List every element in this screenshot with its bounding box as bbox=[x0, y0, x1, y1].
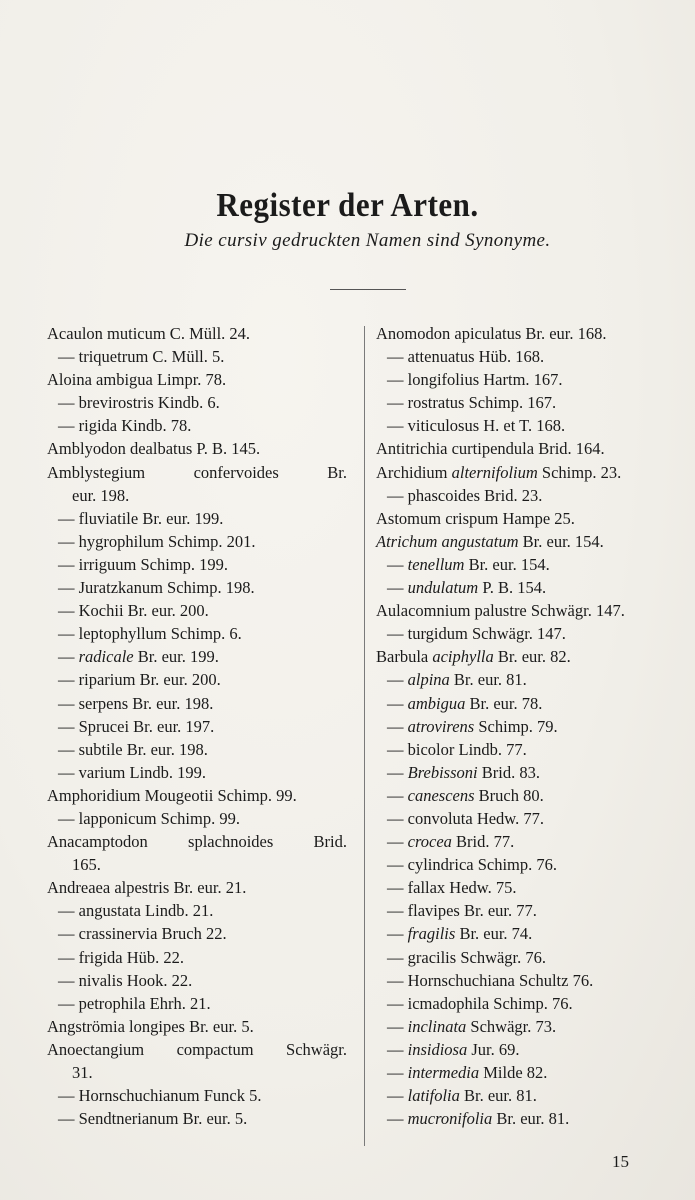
species-entry: — flavipes Br. eur. 77. bbox=[387, 901, 537, 921]
species-entry: — phascoides Brid. 23. bbox=[387, 485, 543, 505]
species-entry: — subtile Br. eur. 198. bbox=[58, 739, 208, 759]
species-entry: — insidiosa Jur. 69. bbox=[387, 1039, 520, 1059]
species-entry: — alpina Br. eur. 81. bbox=[387, 670, 527, 690]
synonym-name: inclinata bbox=[407, 1016, 467, 1036]
entry-continuation: eur. 198. bbox=[72, 485, 130, 505]
column-divider bbox=[364, 326, 365, 1146]
genus-entry: Aulacomnium palustre Schwägr. 147. bbox=[376, 601, 625, 621]
genus-entry: Amblyodon dealbatus P. B. 145. bbox=[47, 439, 261, 459]
synonym-name: mucronifolia bbox=[407, 1109, 493, 1129]
genus-entry: Anacamptodon splachnoides Brid. bbox=[47, 832, 347, 852]
species-entry: — rostratus Schimp. 167. bbox=[387, 393, 557, 413]
species-entry: — rigida Kindb. 78. bbox=[58, 416, 192, 436]
synonym-name: alpina bbox=[407, 670, 450, 690]
species-entry: — tenellum Br. eur. 154. bbox=[387, 554, 550, 574]
synonym-name: latifolia bbox=[407, 1086, 460, 1106]
species-entry: — cylindrica Schimp. 76. bbox=[387, 855, 558, 875]
species-entry: — inclinata Schwägr. 73. bbox=[387, 1016, 557, 1036]
synonym-name: ambigua bbox=[407, 693, 466, 713]
genus-entry: Angströmia longipes Br. eur. 5. bbox=[47, 1016, 254, 1036]
species-entry: — Hornschuchiana Schultz 76. bbox=[387, 970, 594, 990]
genus-entry: Antitrichia curtipendula Brid. 164. bbox=[376, 439, 605, 459]
synonym-name: Brebissoni bbox=[407, 762, 478, 782]
species-entry: — Brebissoni Brid. 83. bbox=[387, 762, 540, 782]
species-entry: — convoluta Hedw. 77. bbox=[387, 808, 545, 828]
genus-entry: Acaulon muticum C. Müll. 24. bbox=[47, 324, 251, 343]
synonym-name: fragilis bbox=[407, 924, 456, 944]
synonym-name: Atrichum angustatum bbox=[376, 531, 519, 551]
species-entry: — triquetrum C. Müll. 5. bbox=[58, 347, 225, 367]
species-entry: — Juratzkanum Schimp. 198. bbox=[58, 578, 255, 598]
species-entry: — icmadophila Schimp. 76. bbox=[387, 993, 573, 1013]
species-entry: — nivalis Hook. 22. bbox=[58, 970, 193, 990]
genus-entry: Astomum crispum Hampe 25. bbox=[376, 508, 575, 528]
species-entry: — hygrophilum Schimp. 201. bbox=[58, 531, 256, 551]
species-entry: — turgidum Schwägr. 147. bbox=[387, 624, 566, 644]
species-entry: — longifolius Hartm. 167. bbox=[387, 370, 563, 390]
species-entry: — intermedia Milde 82. bbox=[387, 1063, 548, 1082]
species-entry: — ambigua Br. eur. 78. bbox=[387, 693, 543, 713]
genus-entry: Andreaea alpestris Br. eur. 21. bbox=[47, 878, 247, 898]
species-entry: — fallax Hedw. 75. bbox=[387, 878, 517, 898]
species-entry: — varium Lindb. 199. bbox=[58, 762, 207, 782]
synonym-name: alternifolium bbox=[451, 462, 538, 482]
species-entry: — viticulosus H. et T. 168. bbox=[387, 416, 566, 436]
synonym-name: insidiosa bbox=[407, 1039, 468, 1059]
genus-entry: Amphoridium Mougeotii Schimp. 99. bbox=[47, 785, 297, 805]
species-entry: — canescens Bruch 80. bbox=[387, 785, 544, 805]
genus-entry: Anomodon apiculatus Br. eur. 168. bbox=[376, 324, 607, 343]
species-entry: — Kochii Br. eur. 200. bbox=[58, 601, 209, 621]
species-entry: — brevirostris Kindb. 6. bbox=[58, 393, 220, 413]
species-entry: — serpens Br. eur. 198. bbox=[58, 693, 214, 713]
genus-entry: Anoectangium compactum Schwägr. bbox=[47, 1039, 347, 1059]
species-entry: — crocea Brid. 77. bbox=[387, 832, 515, 852]
species-entry: — frigida Hüb. 22. bbox=[58, 947, 185, 967]
species-entry: — attenuatus Hüb. 168. bbox=[387, 347, 545, 367]
species-entry: — lapponicum Schimp. 99. bbox=[58, 808, 240, 828]
species-entry: — fragilis Br. eur. 74. bbox=[387, 924, 533, 944]
synonym-name: intermedia bbox=[407, 1063, 480, 1082]
species-entry: — leptophyllum Schimp. 6. bbox=[58, 624, 242, 644]
species-entry: — crassinervia Bruch 22. bbox=[58, 924, 227, 944]
genus-entry: Amblystegium confervoides Br. bbox=[47, 462, 347, 482]
synonym-name: aciphylla bbox=[432, 647, 494, 667]
page-number: 15 bbox=[612, 1152, 629, 1171]
synonym-name: tenellum bbox=[407, 554, 465, 574]
species-entry: — petrophila Ehrh. 21. bbox=[58, 993, 211, 1013]
species-entry: — Sendtnerianum Br. eur. 5. bbox=[58, 1109, 248, 1129]
species-entry: — undulatum P. B. 154. bbox=[387, 578, 547, 598]
entry-continuation: 165. bbox=[72, 855, 101, 875]
species-entry: — irriguum Schimp. 199. bbox=[58, 554, 229, 574]
species-entry: — Sprucei Br. eur. 197. bbox=[58, 716, 215, 736]
synonym-name: atrovirens bbox=[407, 716, 475, 736]
species-entry: — fluviatile Br. eur. 199. bbox=[58, 508, 224, 528]
species-entry: — bicolor Lindb. 77. bbox=[387, 739, 527, 759]
species-entry: — latifolia Br. eur. 81. bbox=[387, 1086, 537, 1106]
right-column bbox=[376, 322, 678, 1130]
page-title: Register der Arten. bbox=[216, 185, 479, 224]
genus-entry: Archidium alternifolium Schimp. 23. bbox=[376, 462, 622, 482]
left-column bbox=[47, 322, 347, 1130]
title-rule bbox=[330, 289, 406, 290]
species-entry: — riparium Br. eur. 200. bbox=[58, 670, 221, 690]
species-entry: — atrovirens Schimp. 79. bbox=[387, 716, 558, 736]
page-subtitle: Die cursiv gedruckten Namen sind Synonyme. bbox=[184, 230, 551, 251]
synonym-name: canescens bbox=[407, 785, 475, 805]
genus-entry: Atrichum angustatum Br. eur. 154. bbox=[376, 531, 604, 551]
species-entry: — angustata Lindb. 21. bbox=[58, 901, 214, 921]
entry-continuation: 31. bbox=[72, 1063, 93, 1082]
synonym-name: undulatum bbox=[407, 578, 479, 598]
synonym-name: crocea bbox=[407, 832, 452, 852]
synonym-name: radicale bbox=[78, 647, 134, 667]
species-entry: — mucronifolia Br. eur. 81. bbox=[387, 1109, 570, 1129]
genus-entry: Barbula aciphylla Br. eur. 82. bbox=[376, 647, 571, 667]
genus-entry: Aloina ambigua Limpr. 78. bbox=[47, 370, 227, 390]
species-entry: — radicale Br. eur. 199. bbox=[58, 647, 219, 667]
species-entry: — Hornschuchianum Funck 5. bbox=[58, 1086, 262, 1106]
species-entry: — gracilis Schwägr. 76. bbox=[387, 947, 547, 967]
